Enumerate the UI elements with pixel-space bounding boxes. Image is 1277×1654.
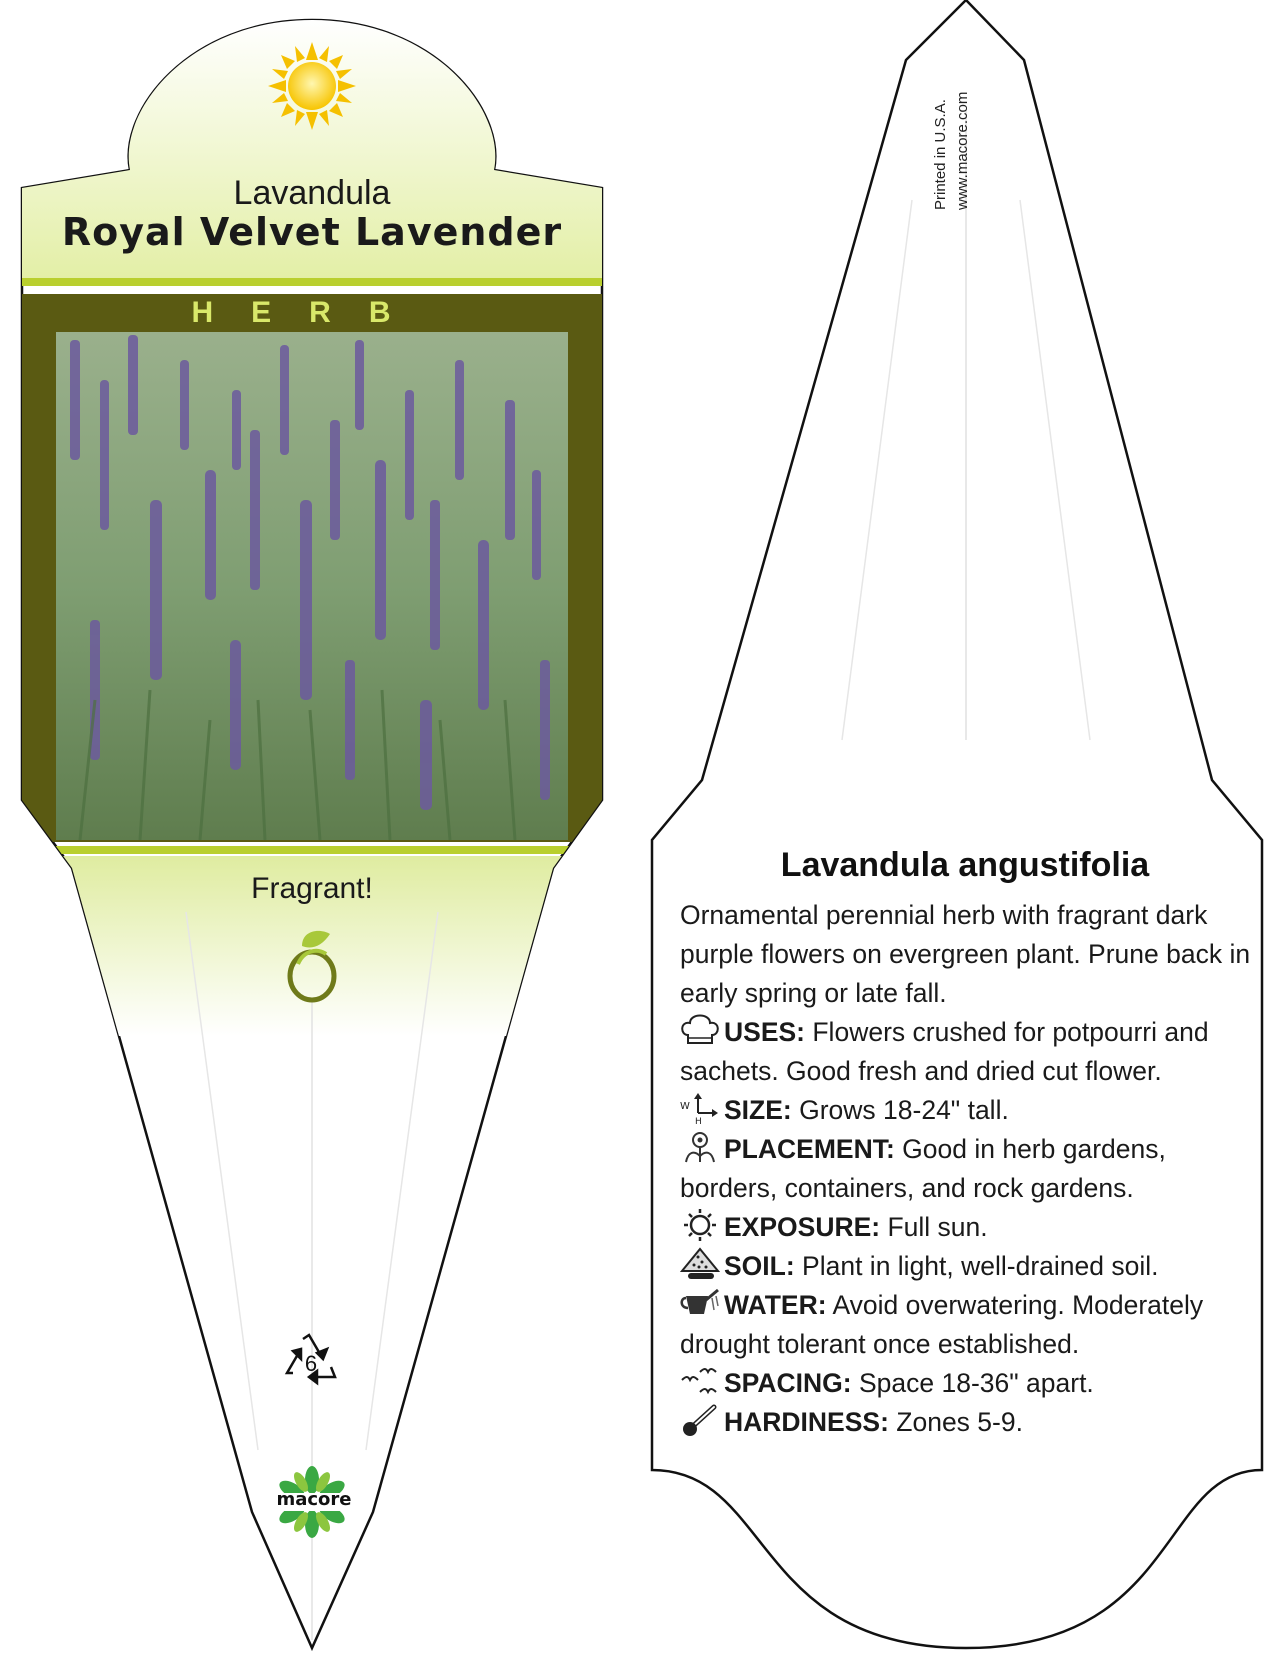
brand-name: macore <box>276 1489 352 1510</box>
care-text: Good in herb gardens, borders, containers, and rock gardens. <box>680 1134 1166 1203</box>
species-name: Lavandula angustifolia <box>780 846 1150 884</box>
spacing-icon <box>680 1364 720 1398</box>
care-text: Space 18-36" apart. <box>858 1368 1094 1398</box>
care-spacing <box>680 1364 1270 1403</box>
care-text: Avoid overwatering. Moderately drought tolerant once established. <box>680 1290 1204 1359</box>
soil-icon <box>680 1247 720 1281</box>
care-size <box>680 1091 1270 1130</box>
svg-text:H: H <box>695 1117 702 1125</box>
care-text: Zones 5-9. <box>896 1407 1023 1437</box>
feature-text: Fragrant! <box>251 872 373 905</box>
common-name: Royal Velvet Lavender <box>61 210 563 254</box>
care-label: PLACEMENT: <box>724 1134 895 1164</box>
care-label: USES: <box>724 1017 805 1047</box>
thermometer-icon <box>680 1403 720 1437</box>
front-tag <box>0 20 640 1648</box>
care-hardiness <box>680 1403 1270 1442</box>
watering-can-icon <box>680 1286 720 1320</box>
care-placement <box>680 1130 1270 1208</box>
care-info <box>680 896 1270 1442</box>
care-text: Plant in light, well-drained soil. <box>802 1251 1159 1281</box>
description: Ornamental perennial herb with fragrant dark purple flowers on evergreen plant. Prune back in early spring or late fall. <box>680 900 1251 1008</box>
care-water <box>680 1286 1270 1364</box>
printed-in: Printed in U.S.A. <box>932 99 949 210</box>
website: www.macore.com <box>954 91 971 210</box>
care-label: HARDINESS: <box>724 1407 889 1437</box>
care-soil <box>680 1247 1270 1286</box>
genus-name: Lavandula <box>233 174 391 212</box>
size-icon <box>680 1091 720 1125</box>
care-exposure <box>680 1208 1270 1247</box>
care-text: Flowers crushed for potpourri and sachets. Good fresh and dried cut flower. <box>680 1017 1209 1086</box>
recycle-code: 6 <box>304 1351 318 1376</box>
chef-hat-icon <box>680 1013 720 1047</box>
care-label: SPACING: <box>724 1368 852 1398</box>
care-text: Full sun. <box>887 1212 988 1242</box>
svg-text:W: W <box>680 1101 690 1112</box>
exposure-sun-icon <box>680 1208 720 1242</box>
print-info <box>930 92 974 210</box>
care-label: EXPOSURE: <box>724 1212 881 1242</box>
care-label: SOIL: <box>724 1251 795 1281</box>
placement-icon <box>680 1130 720 1164</box>
sun-icon <box>268 42 356 130</box>
care-text: Grows 18-24" tall. <box>799 1095 1009 1125</box>
plant-photo <box>56 332 568 840</box>
care-label: WATER: <box>724 1290 827 1320</box>
category-label: HERB <box>191 296 429 329</box>
care-uses <box>680 1013 1270 1091</box>
care-label: SIZE: <box>724 1095 792 1125</box>
